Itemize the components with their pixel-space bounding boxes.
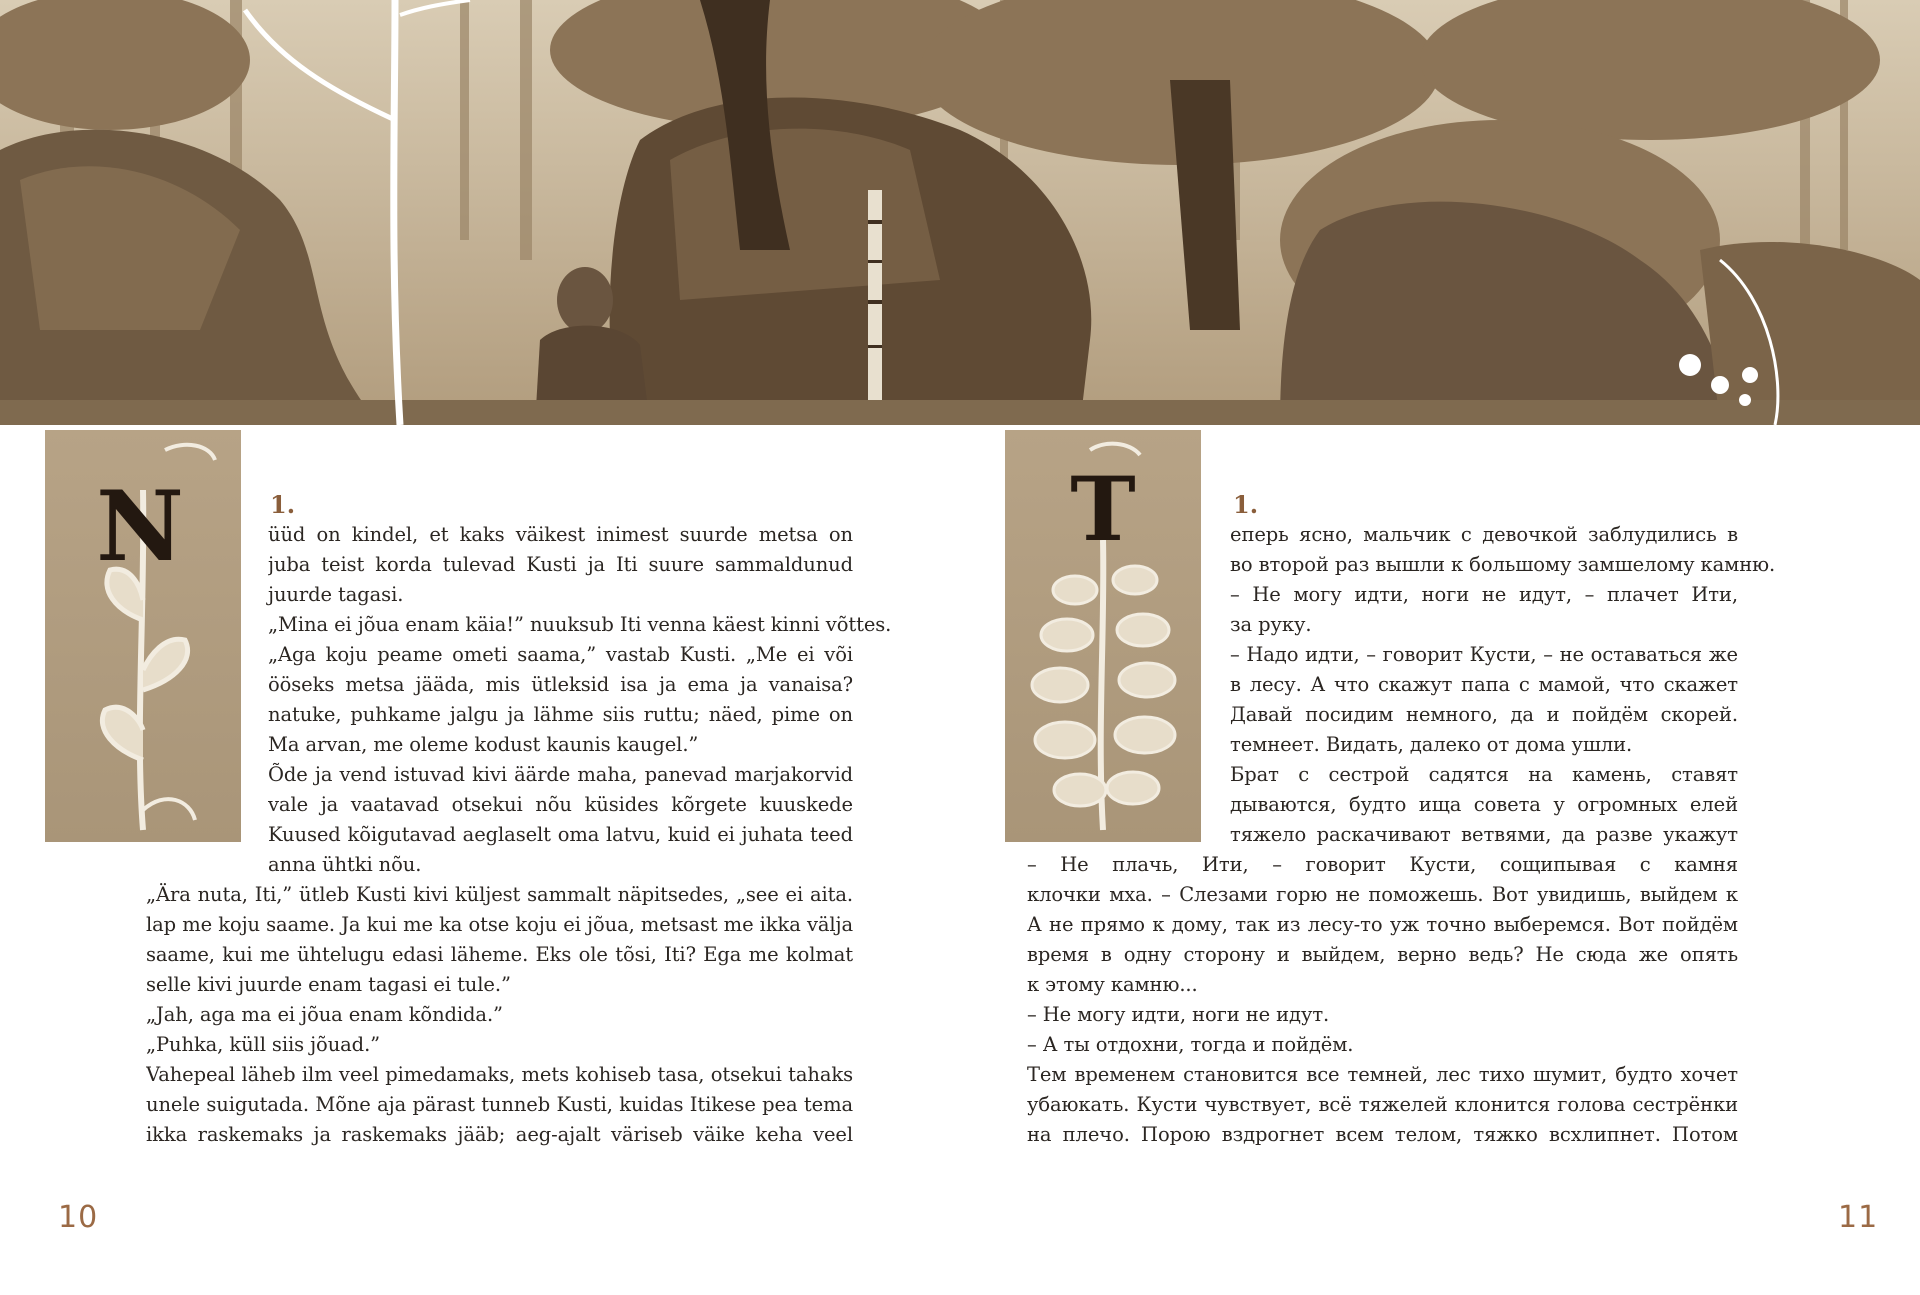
drop-cap-illustration-left (45, 430, 241, 842)
drop-cap-letter: N (96, 470, 184, 583)
text-line: А не прямо к дому, так из лесу-то уж точно выберемся. Вот пойдём (1027, 913, 1738, 936)
chapter-number: 1. (270, 490, 296, 519)
text-line: – Не могу идти, ноги не идут, – плачет Ити, (1230, 583, 1738, 606)
text-line: на плечо. Порою вздрогнет всем телом, тяжко всхлипнет. Потом (1027, 1123, 1738, 1146)
text-line: тяжело раскачивают ветвями, да разве укажут (1230, 823, 1738, 846)
text-line: ööseks metsa jääda, mis ütleksid isa ja ema ja vanaisa? (268, 673, 853, 696)
text-line: дываются, будто ища совета у огромных елей (1230, 793, 1738, 816)
text-line: – Надо идти, – говорит Кусти, – не оставаться же (1230, 643, 1738, 666)
text-line: unele suigutada. Mõne aja pärast tunneb Kusti, kuidas Itikese pea tema (146, 1093, 853, 1116)
right-page (960, 0, 1920, 1295)
page-number: 11 (1838, 1200, 1879, 1235)
text-line: selle kivi juurde enam tagasi ei tule.” (146, 973, 511, 996)
text-line: за руку. (1230, 613, 1312, 636)
text-line: „Mina ei jõua enam käia!” nuuksub Iti venna käest kinni võttes. (268, 613, 892, 636)
text-line: – Не могу идти, ноги не идут. (1027, 1003, 1330, 1026)
drop-cap-letter: Т (1070, 457, 1136, 561)
text-line: juba teist korda tulevad Kusti ja Iti suure sammaldunud (268, 553, 853, 576)
leaf-ornament-icon (1005, 430, 1201, 842)
chapter-number: 1. (1233, 490, 1259, 519)
text-line: Тем временем становится все темней, лес тихо шумит, будто хочет (1027, 1063, 1738, 1086)
fern-ornament-icon (45, 430, 241, 842)
text-line: к этому камню... (1027, 973, 1198, 996)
text-line: juurde tagasi. (268, 583, 404, 606)
text-line: – Не плачь, Ити, – говорит Кусти, сощипывая с камня (1027, 853, 1738, 876)
drop-cap-illustration-right (1005, 430, 1201, 842)
text-line: ikka raskemaks ja raskemaks jääb; aeg-ajalt väriseb väike keha veel (146, 1123, 853, 1146)
text-line: – А ты отдохни, тогда и пойдём. (1027, 1033, 1354, 1056)
text-line: natuke, puhkame jalgu ja lähme siis ruttu; näed, pime on (268, 703, 853, 726)
text-line: üüd on kindel, et kaks väikest inimest suurde metsa on (268, 523, 853, 546)
text-line: lap me koju saame. Ja kui me ka otse koju ei jõua, metsast me ikka välja (146, 913, 853, 936)
text-line: клочки мха. – Слезами горю не поможешь. Вот увидишь, выйдем к (1027, 883, 1738, 906)
text-line: Ma arvan, me oleme kodust kaunis kaugel.” (268, 733, 699, 756)
text-line: в лесу. А что скажут папа с мамой, что скажет (1230, 673, 1738, 696)
body-text-left (146, 520, 892, 1150)
text-line: еперь ясно, мальчик с девочкой заблудились в (1230, 523, 1738, 546)
text-line: время в одну сторону и выйдем, верно ведь? Не сюда же опять (1027, 943, 1738, 966)
text-line: во второй раз вышли к большому замшелому камню. (1230, 553, 1776, 576)
text-line: „Jah, aga ma ei jõua enam kõndida.” (146, 1003, 503, 1026)
text-line: Kuused kõigutavad aeglaselt oma latvu, kuid ei juhata teed (268, 823, 853, 846)
text-line: темнеет. Видать, далеко от дома ушли. (1230, 733, 1633, 756)
text-line: Брат с сестрой садятся на камень, ставят (1230, 763, 1738, 786)
page-number: 10 (58, 1200, 99, 1235)
text-line: убаюкать. Кусти чувствует, всё тяжелей клонится голова сестрёнки (1027, 1093, 1738, 1116)
text-line: anna ühtki nõu. (268, 853, 422, 876)
text-line: „Ära nuta, Iti,” ütleb Kusti kivi küljest sammalt näpitsedes, „see ei aita. (146, 883, 853, 906)
text-line: „Puhka, küll siis jõuad.” (146, 1033, 381, 1056)
body-text-right (1027, 520, 1776, 1150)
text-line: Vahepeal läheb ilm veel pimedamaks, mets kohiseb tasa, otsekui tahaks (146, 1063, 853, 1086)
text-line: Õde ja vend istuvad kivi äärde maha, panevad marjakorvid (268, 763, 853, 786)
text-line: Давай посидим немного, да и пойдём скорей. (1230, 703, 1738, 726)
text-line: „Aga koju peame ometi saama,” vastab Kusti. „Me ei või (268, 643, 853, 666)
text-line: vale ja vaatavad otsekui nõu küsides kõrgete kuuskede (268, 793, 853, 816)
text-line: saame, kui me ühtelugu edasi läheme. Eks ole tõsi, Iti? Ega me kolmat (146, 943, 853, 966)
